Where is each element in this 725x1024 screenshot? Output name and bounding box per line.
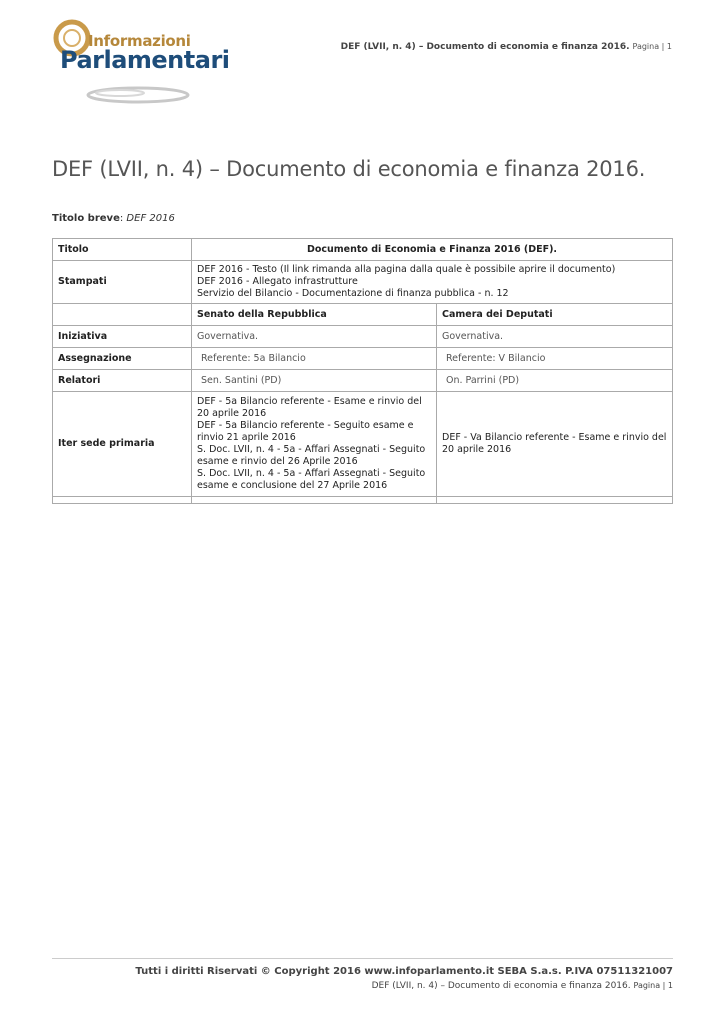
relatori-label: Relatori [53,370,192,392]
titolo-breve [52,213,175,224]
logo-text-parlamentari: Parlamentari [60,46,230,74]
table-row-relatori [53,370,673,392]
relatori-senato: Sen. Santini (PD) [192,370,437,392]
iter-senato-link-4[interactable]: S. Doc. LVII, n. 4 - 5a - Affari Assegnati - Seguito esame e conclusione del 27 Aprile 2016 [197,468,426,491]
info-table [52,238,673,504]
titolo-label: Titolo [53,239,192,261]
footer-divider [52,958,673,959]
titolo-breve-label: Titolo breve [52,213,120,224]
table-row-assegnazione [53,348,673,370]
titolo-value: Documento di Economia e Finanza 2016 (DEF). [192,239,673,261]
assegnazione-camera: Referente: V Bilancio [437,348,673,370]
table-row-stampati [53,261,673,304]
page-title: DEF (LVII, n. 4) – Documento di economia e finanza 2016. [52,157,646,181]
empty-cell [437,497,673,504]
iter-label: Iter sede primaria [53,392,192,497]
stampati-link-servizio-bilancio[interactable]: Servizio del Bilancio - Documentazione di finanza pubblica - n. 12 [197,288,509,299]
iter-senato [192,392,437,497]
header-doc-title: DEF (LVII, n. 4) – Documento di economia e finanza 2016. [340,42,630,52]
empty-cell [192,497,437,504]
iter-senato-link-3[interactable]: S. Doc. LVII, n. 4 - 5a - Affari Assegnati - Seguito esame e rinvio del 26 Aprile 2016 [197,444,426,467]
header-page-label: Pagina | 1 [632,42,672,51]
page-header [341,42,672,52]
empty-cell [53,304,192,326]
titolo-breve-value: DEF 2016 [126,213,175,224]
assegnazione-label: Assegnazione [53,348,192,370]
footer-page-label: Pagina | 1 [633,981,673,990]
footer-doc-info [372,981,673,991]
iter-camera-link[interactable]: DEF - Va Bilancio referente - Esame e rinvio del 20 aprile 2016 [442,432,667,455]
logo [50,14,230,106]
table-row-titolo [53,239,673,261]
titolo-breve-separator: : [119,213,127,224]
iniziativa-label: Iniziativa [53,326,192,348]
table-row-empty [53,497,673,504]
assegnazione-senato: Referente: 5a Bilancio [192,348,437,370]
iniziativa-senato: Governativa. [192,326,437,348]
iter-senato-link-2[interactable]: DEF - 5a Bilancio referente - Seguito esame e rinvio 21 aprile 2016 [197,420,414,443]
col-camera-header: Camera dei Deputati [437,304,673,326]
table-row-chambers [53,304,673,326]
footer-doc-title: DEF (LVII, n. 4) – Documento di economia e finanza 2016. [371,981,631,991]
stampati-links [192,261,673,304]
col-senato-header: Senato della Repubblica [192,304,437,326]
stampati-link-testo[interactable]: DEF 2016 - Testo (Il link rimanda alla pagina dalla quale è possibile aprire il documento) [197,264,616,275]
footer-copyright: Tutti i diritti Riservati © Copyright 2016 www.infoparlamento.it SEBA S.a.s. P.IVA 07511321007 [135,966,673,977]
stampati-link-allegato[interactable]: DEF 2016 - Allegato infrastrutture [197,276,358,287]
logo-text-informazioni: Informazioni [88,32,191,50]
stampati-label: Stampati [53,261,192,304]
empty-cell [53,497,192,504]
table-row-iter [53,392,673,497]
iter-senato-link-1[interactable]: DEF - 5a Bilancio referente - Esame e rinvio del 20 aprile 2016 [197,396,422,419]
relatori-camera: On. Parrini (PD) [437,370,673,392]
iniziativa-camera: Governativa. [437,326,673,348]
table-row-iniziativa [53,326,673,348]
iter-camera [437,392,673,497]
